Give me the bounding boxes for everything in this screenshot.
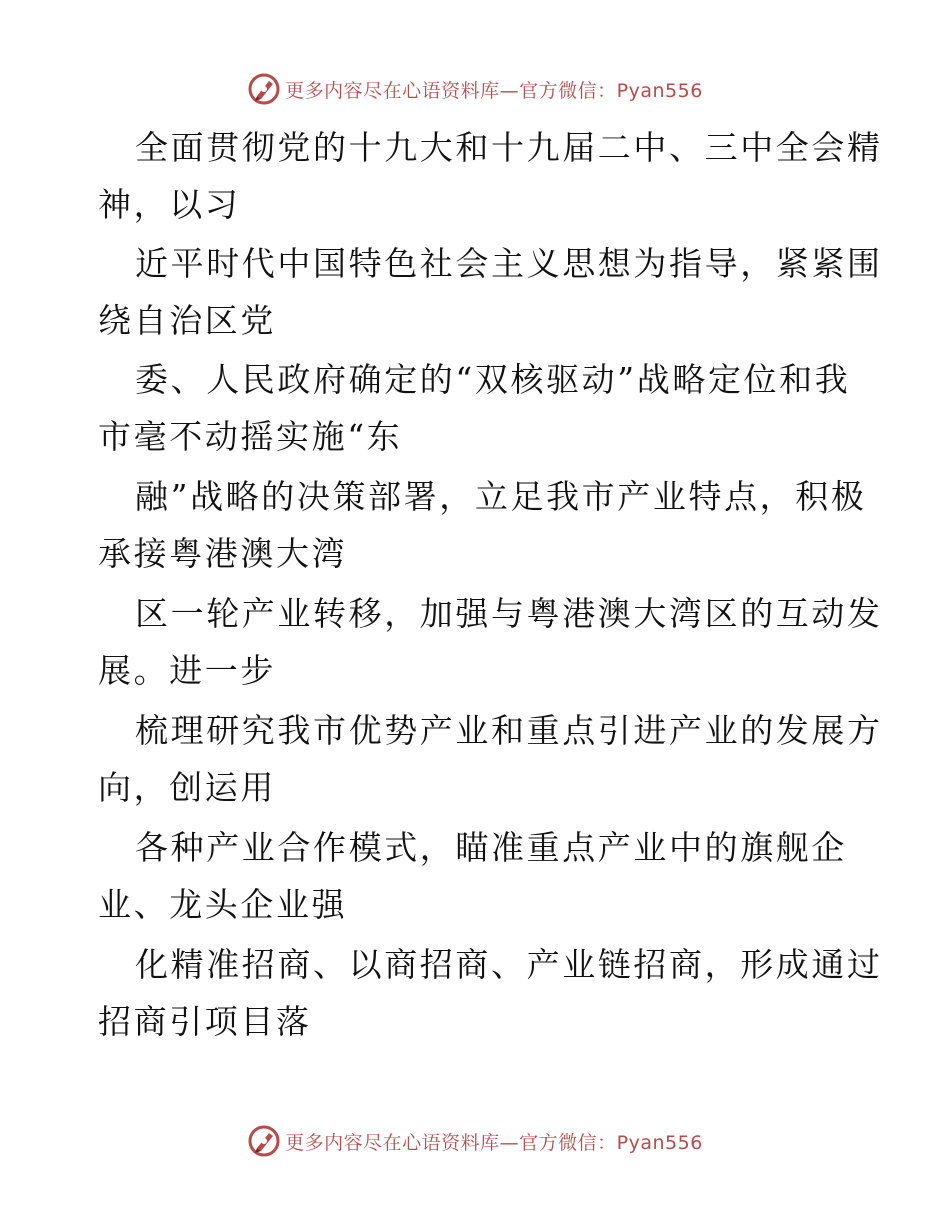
paragraph-line: 绕自治区党 bbox=[98, 301, 276, 340]
paragraph-line: 化精准招商、以商招商、产业链招商，形成通过 bbox=[135, 945, 883, 984]
paragraph-line: 向，创运用 bbox=[98, 768, 276, 807]
paragraph-line: 近平时代中国特色社会主义思想为指导，紧紧围 bbox=[135, 244, 883, 283]
paragraph-line: 业、龙头企业强 bbox=[98, 885, 348, 924]
paragraph-line: 区一轮产业转移，加强与粤港澳大湾区的互动发 bbox=[135, 594, 883, 633]
paragraph-line: 招商引项目落 bbox=[98, 1002, 312, 1041]
paragraph-line: 全面贯彻党的十九大和十九届二中、三中全会精 bbox=[135, 128, 883, 167]
pen-logo-icon bbox=[247, 72, 281, 106]
paragraph-line: 梳理研究我市优势产业和重点引进产业的发展方 bbox=[135, 711, 883, 750]
paragraph-line: 各种产业合作模式，瞄准重点产业中的旗舰企 bbox=[135, 828, 847, 867]
paragraph-line: 委、人民政府确定的“双核驱动”战略定位和我 bbox=[135, 360, 851, 399]
watermark-text: 更多内容尽在心语资料库—官方微信：Pyan556 bbox=[285, 1131, 703, 1154]
watermark-text: 更多内容尽在心语资料库—官方微信：Pyan556 bbox=[285, 79, 703, 102]
pen-logo-icon bbox=[247, 1124, 281, 1158]
paragraph-line: 神，以习 bbox=[98, 185, 241, 224]
paragraph-line: 市毫不动摇实施“东 bbox=[98, 417, 403, 456]
paragraph-line: 融”战略的决策部署，立足我市产业特点，积极 bbox=[135, 477, 867, 516]
footer-watermark bbox=[0, 1124, 950, 1158]
header-watermark bbox=[0, 72, 950, 106]
paragraph-line: 展。进一步 bbox=[98, 651, 276, 690]
paragraph-line: 承接粤港澳大湾 bbox=[98, 534, 348, 573]
